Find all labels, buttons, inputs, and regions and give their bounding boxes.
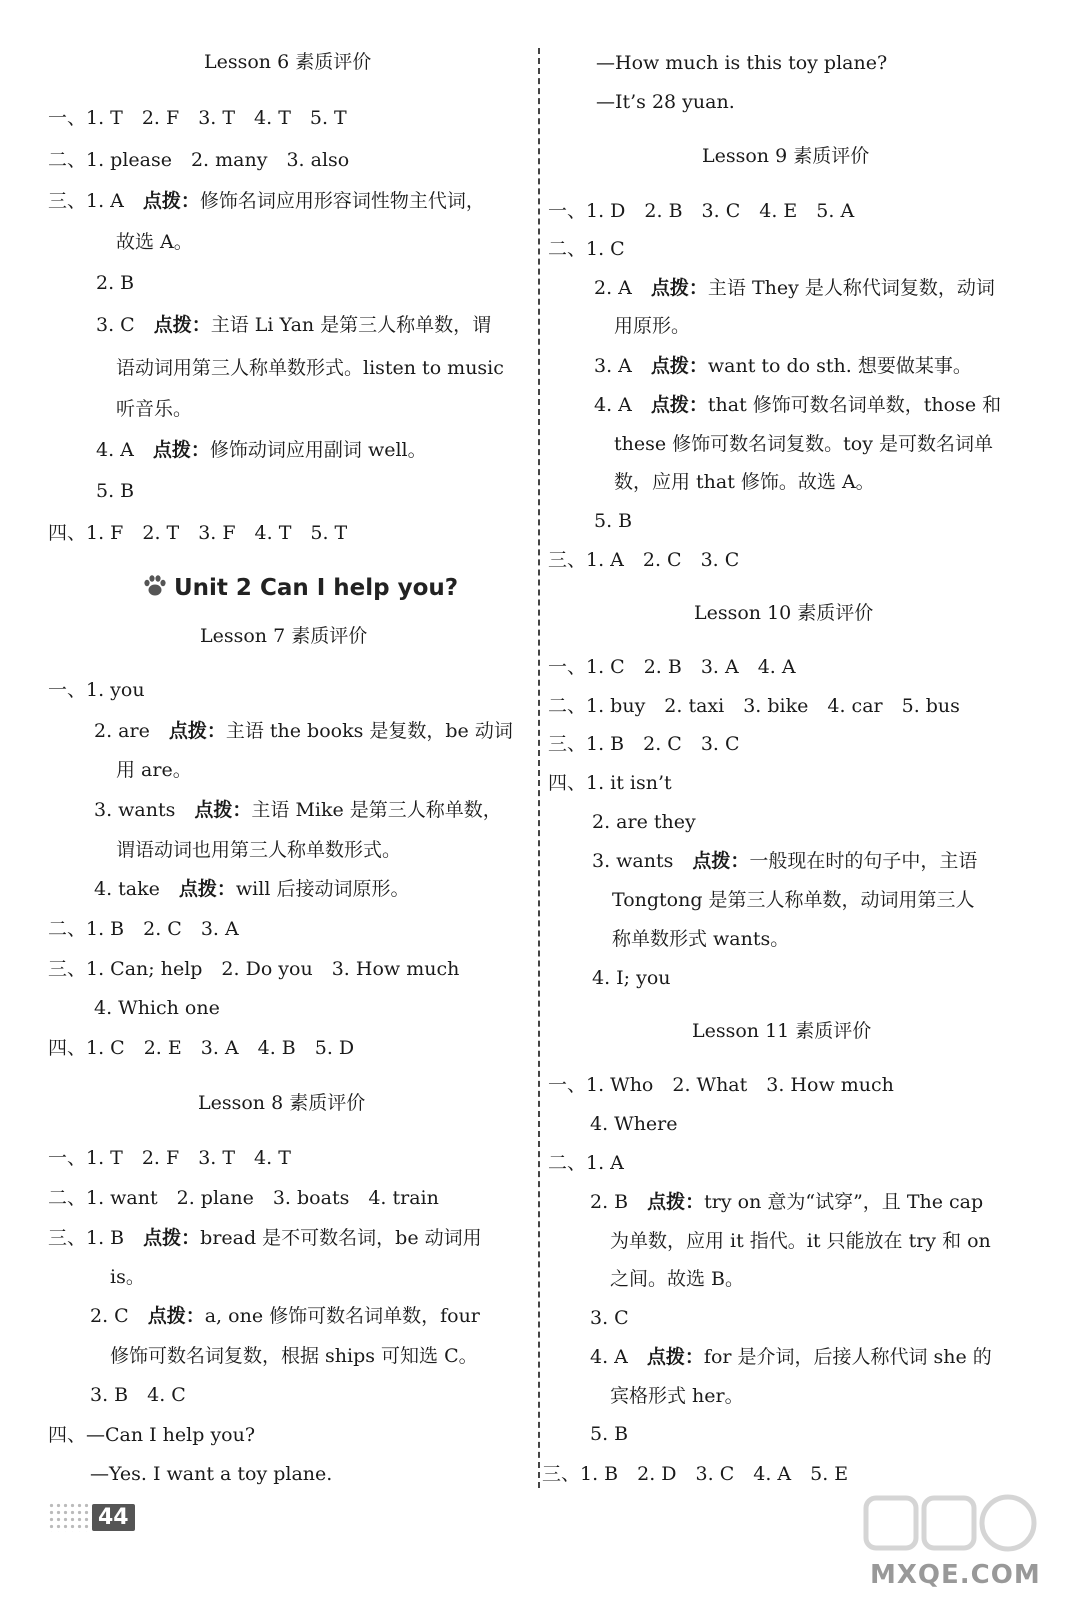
- unit-title: Unit 2 Can I help you?: [142, 574, 458, 601]
- answer-line: 故选 A。: [116, 231, 193, 253]
- answer-line: 3. wants 点拨：一般现在时的句子中，主语: [592, 850, 978, 872]
- answer-line: 四、—Can I help you?: [48, 1424, 256, 1446]
- lesson-6-title: Lesson 6 素质评价: [204, 51, 372, 73]
- watermark-text: MXQE.COM: [870, 1560, 1041, 1590]
- column-divider: [538, 48, 540, 1488]
- paw-icon: [142, 574, 168, 598]
- lesson-9-title: Lesson 9 素质评价: [702, 145, 870, 167]
- answer-line: 用原形。: [614, 315, 691, 337]
- answer-line: these 修饰可数名词复数。toy 是可数名词单: [614, 433, 993, 455]
- page-number: 44: [92, 1504, 135, 1531]
- dot-pattern: [48, 1502, 92, 1532]
- answer-line: 谓语动词也用第三人称单数形式。: [116, 839, 402, 861]
- answer-line: 5. B: [594, 510, 633, 532]
- answer-line: Tongtong 是第三人称单数，动词用第三人: [612, 889, 975, 911]
- answer-line: 四、1. F 2. T 3. F 4. T 5. T: [48, 522, 348, 544]
- answer-line: 2. B: [96, 272, 135, 294]
- answer-line: 一、1. D 2. B 3. C 4. E 5. A: [548, 200, 855, 222]
- answer-line: 5. B: [590, 1423, 629, 1445]
- answer-line: 2. C 点拨：a, one 修饰可数名词单数，four: [90, 1305, 480, 1327]
- answer-line: 3. B 4. C: [90, 1384, 186, 1406]
- answer-line: 2. are 点拨：主语 the books 是复数，be 动词: [94, 720, 513, 742]
- answer-line: 三、1. B 点拨：bread 是不可数名词，be 动词用: [48, 1227, 482, 1249]
- answer-line: 称单数形式 wants。: [612, 928, 790, 950]
- answer-line: 一、1. C 2. B 3. A 4. A: [548, 656, 796, 678]
- answer-line: 2. are they: [592, 811, 696, 833]
- answer-line: 用 are。: [116, 759, 192, 781]
- answer-line: 三、1. B 2. D 3. C 4. A 5. E: [542, 1463, 849, 1485]
- answer-line: 二、1. A: [548, 1152, 624, 1174]
- lesson-8-title: Lesson 8 素质评价: [198, 1092, 366, 1114]
- answer-line: 二、1. please 2. many 3. also: [48, 149, 350, 171]
- answer-line: 三、1. A 2. C 3. C: [548, 549, 740, 571]
- answer-line: 二、1. C: [548, 238, 625, 260]
- answer-line: —It’s 28 yuan.: [596, 91, 735, 113]
- answer-line: 一、1. T 2. F 3. T 4. T: [48, 1147, 291, 1169]
- answer-line: 4. I; you: [592, 967, 671, 989]
- answer-line: 4. Where: [590, 1113, 678, 1135]
- answer-line: 2. A 点拨：主语 They 是人称代词复数，动词: [594, 277, 995, 299]
- answer-line: —Yes. I want a toy plane.: [90, 1463, 333, 1485]
- answer-line: 5. B: [96, 480, 135, 502]
- answer-line: 三、1. B 2. C 3. C: [548, 733, 740, 755]
- answer-line: 3. C: [590, 1307, 629, 1329]
- answer-line: 四、1. C 2. E 3. A 4. B 5. D: [48, 1037, 355, 1059]
- answer-line: 3. A 点拨：want to do sth. 想要做某事。: [594, 355, 972, 377]
- answer-line: 4. A 点拨：that 修饰可数名词单数，those 和: [594, 394, 1002, 416]
- answer-line: 4. Which one: [94, 997, 220, 1019]
- answer-line: 之间。故选 B。: [610, 1268, 745, 1290]
- answer-line: 宾格形式 her。: [610, 1385, 744, 1407]
- answer-line: 数，应用 that 修饰。故选 A。: [614, 471, 875, 493]
- answer-line: 一、1. Who 2. What 3. How much: [548, 1074, 894, 1096]
- answer-line: 二、1. B 2. C 3. A: [48, 918, 239, 940]
- answer-line: —How much is this toy plane?: [596, 52, 888, 74]
- answer-line: is。: [110, 1266, 145, 1288]
- answer-line: 四、1. it isn’t: [548, 772, 672, 794]
- answer-line: 修饰可数名词复数，根据 ships 可知选 C。: [110, 1345, 478, 1367]
- answer-line: 3. C 点拨：主语 Li Yan 是第三人称单数，谓: [96, 314, 492, 336]
- answer-line: 三、1. A 点拨：修饰名词应用形容词性物主代词，: [48, 190, 485, 212]
- answer-line: 一、1. T 2. F 3. T 4. T 5. T: [48, 107, 347, 129]
- answer-line: 2. B 点拨：try on 意为“试穿”，且 The cap: [590, 1191, 984, 1213]
- answer-line: 4. take 点拨：will 后接动词原形。: [94, 878, 410, 900]
- answer-line: 3. wants 点拨：主语 Mike 是第三人称单数，: [94, 799, 502, 821]
- answer-line: 4. A 点拨：for 是介词，后接人称代词 she 的: [590, 1346, 992, 1368]
- answer-line: 一、1. you: [48, 679, 145, 701]
- lesson-11-title: Lesson 11 素质评价: [692, 1020, 872, 1042]
- answer-line: 为单数，应用 it 指代。it 只能放在 try 和 on: [610, 1230, 991, 1252]
- page-number-badge: [48, 1500, 135, 1534]
- lesson-7-title: Lesson 7 素质评价: [200, 625, 368, 647]
- answer-line: 4. A 点拨：修饰动词应用副词 well。: [96, 439, 427, 461]
- answer-line: 语动词用第三人称单数形式。listen to music: [116, 357, 504, 379]
- answer-line: 二、1. buy 2. taxi 3. bike 4. car 5. bus: [548, 695, 960, 717]
- answer-line: 二、1. want 2. plane 3. boats 4. train: [48, 1187, 439, 1209]
- lesson-10-title: Lesson 10 素质评价: [694, 602, 874, 624]
- answer-line: 听音乐。: [116, 398, 193, 420]
- answer-line: 三、1. Can; help 2. Do you 3. How much: [48, 958, 460, 980]
